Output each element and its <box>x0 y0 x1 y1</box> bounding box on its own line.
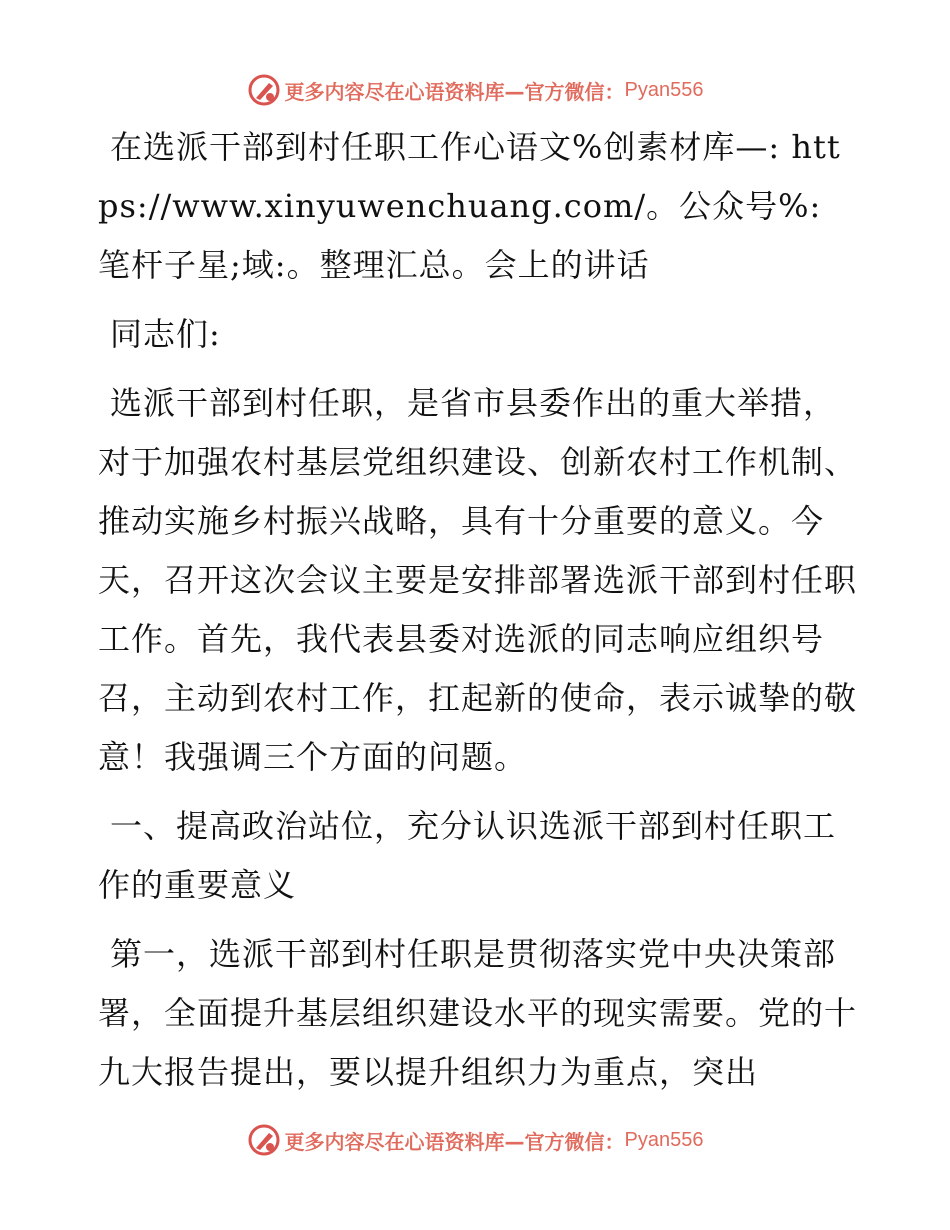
document-body <box>98 118 858 1102</box>
footer-watermark-banner <box>0 1120 950 1160</box>
watermark-text: 更多内容尽在心语资料库—官方微信： <box>284 79 625 104</box>
section-heading-1: 一、提高政治站位，充分认识选派干部到村任职工作的重要意义 <box>98 807 837 904</box>
paragraph-1: 选派干部到村任职，是省市县委作出的重大举措，对于加强农村基层党组织建设、创新农村工作机制、推动实施乡村振兴战略，具有十分重要的意义。今天，召开这次会议主要是安排部署选派干部到村任职工作。首先，我代表县委对选派的同志响应组织号召，主动到农村工作，扛起新的使命，表示诚挚的敬意！我强调三个方面的问题。 <box>98 384 858 776</box>
pen-logo-icon <box>247 1123 281 1157</box>
greeting: 同志们: <box>110 315 221 353</box>
header-watermark-banner <box>0 70 950 110</box>
pen-logo-icon <box>247 73 281 107</box>
watermark-text: 更多内容尽在心语资料库—官方微信： <box>284 1129 625 1154</box>
paragraph-2: 第一，选派干部到村任职是贯彻落实党中央决策部署，全面提升基层组织建设水平的现实需要。党的十九大报告提出，要以提升组织力为重点，突出 <box>98 935 858 1091</box>
title-paragraph: 在选派干部到村任职工作心语文%创素材库—: https://www.xinyuwenchuang.com/。公众号%: 笔杆子星;域:。整理汇总。会上的讲话 <box>98 128 841 284</box>
watermark-wechat-id: Pyan556 <box>624 1128 704 1151</box>
watermark-wechat-id: Pyan556 <box>624 78 704 101</box>
